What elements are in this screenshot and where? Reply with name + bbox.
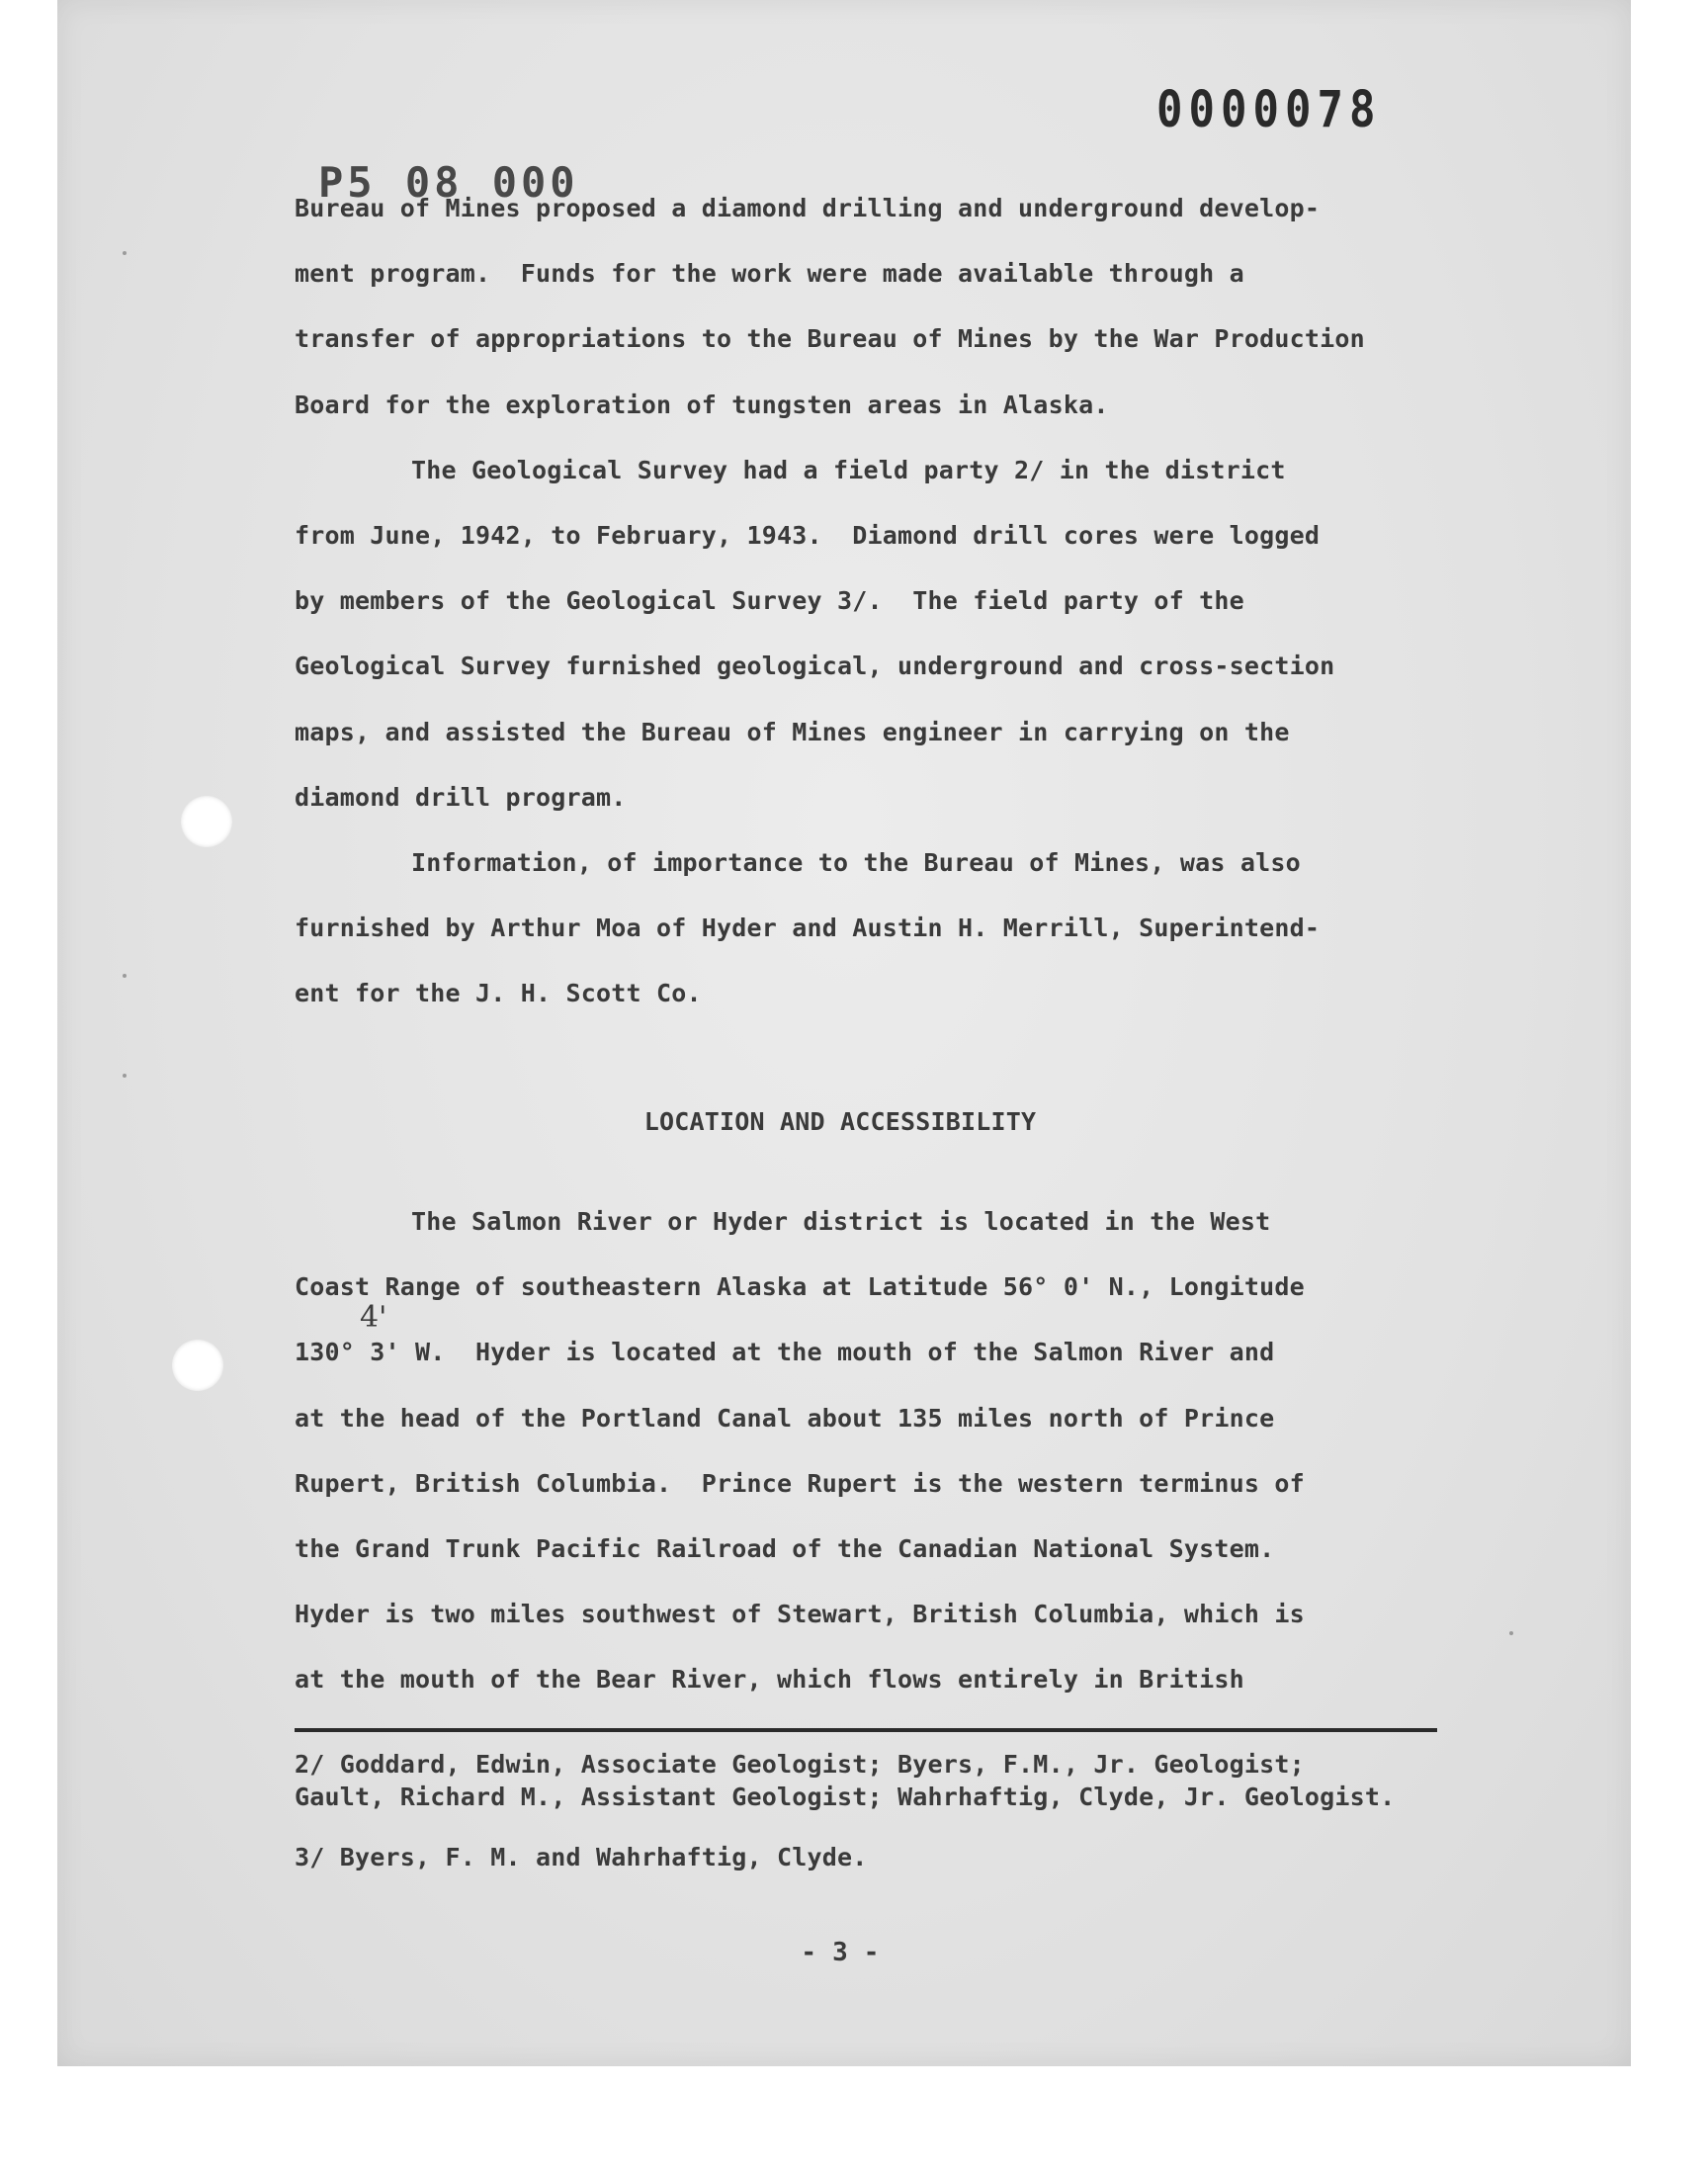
text-line: Bureau of Mines proposed a diamond drilling and underground develop-: [295, 194, 1321, 222]
overstamp-number: P5 08 000: [318, 158, 579, 207]
scan-speck: [123, 251, 127, 255]
page-number: - 3 -: [801, 1938, 880, 1967]
document-number: 0000078: [1156, 81, 1382, 139]
text-line: Geological Survey furnished geological, underground and cross-section: [295, 652, 1335, 681]
text-line: at the head of the Portland Canal about 135 miles north of Prince: [295, 1403, 1275, 1433]
text-line: The Salmon River or Hyder district is located in the West: [411, 1207, 1271, 1236]
text-line: the Grand Trunk Pacific Railroad of the Canadian National System.: [295, 1533, 1275, 1563]
footnote-3: 3/ Byers, F. M. and Wahrhaftig, Clyde.: [295, 1843, 868, 1871]
footnote-rule: [295, 1728, 1437, 1732]
punch-hole: [181, 796, 232, 847]
text-line: maps, and assisted the Bureau of Mines engineer in carrying on the: [295, 717, 1290, 746]
text-line: at the mouth of the Bear River, which flows entirely in British: [295, 1665, 1244, 1695]
text-line: Rupert, British Columbia. Prince Rupert is the western terminus of: [295, 1468, 1305, 1498]
text-line: Information, of importance to the Bureau of Mines, was also: [411, 847, 1301, 877]
text-line: furnished by Arthur Moa of Hyder and Austin H. Merrill, Superintend-: [295, 914, 1321, 943]
section-body: [295, 1189, 1481, 1713]
footnote-2-line-1: 2/ Goddard, Edwin, Associate Geologist; Byers, F.M., Jr. Geologist;: [295, 1750, 1305, 1779]
text-line: Hyder is two miles southwest of Stewart, British Columbia, which is: [295, 1600, 1305, 1629]
text-line: Board for the exploration of tungsten areas in Alaska.: [295, 390, 1109, 419]
text-line: ment program. Funds for the work were made available through a: [295, 259, 1244, 289]
scan-speck: [1509, 1631, 1513, 1635]
punch-hole: [172, 1340, 223, 1391]
section-heading: LOCATION AND ACCESSIBILITY: [643, 1107, 1037, 1136]
footnote-spacer: [295, 1813, 1540, 1841]
text-line: transfer of appropriations to the Bureau of Mines by the War Production: [295, 324, 1365, 354]
scan-speck: [123, 1074, 127, 1078]
handwritten-correction: 4': [360, 1300, 387, 1335]
text-line: diamond drill program.: [295, 782, 627, 812]
scan-speck: [123, 974, 127, 978]
text-line: ent for the J. H. Scott Co.: [295, 979, 702, 1008]
text-line: from June, 1942, to February, 1943. Diamond drill cores were logged: [295, 520, 1321, 550]
footnote-2-line-2: Gault, Richard M., Assistant Geologist; Wahrhaftig, Clyde, Jr. Geologist.: [295, 1783, 1396, 1811]
text-line: 130° 3' W. Hyder is located at the mouth of the Salmon River and: [295, 1338, 1275, 1367]
footnotes: [295, 1748, 1540, 1873]
text-line: by members of the Geological Survey 3/. The field party of the: [295, 586, 1244, 616]
body-text: [295, 176, 1481, 1026]
text-line: The Geological Survey had a field party 2/ in the district: [411, 455, 1286, 484]
text-line: Coast Range of southeastern Alaska at Latitude 56° 0' N., Longitude: [295, 1272, 1305, 1302]
